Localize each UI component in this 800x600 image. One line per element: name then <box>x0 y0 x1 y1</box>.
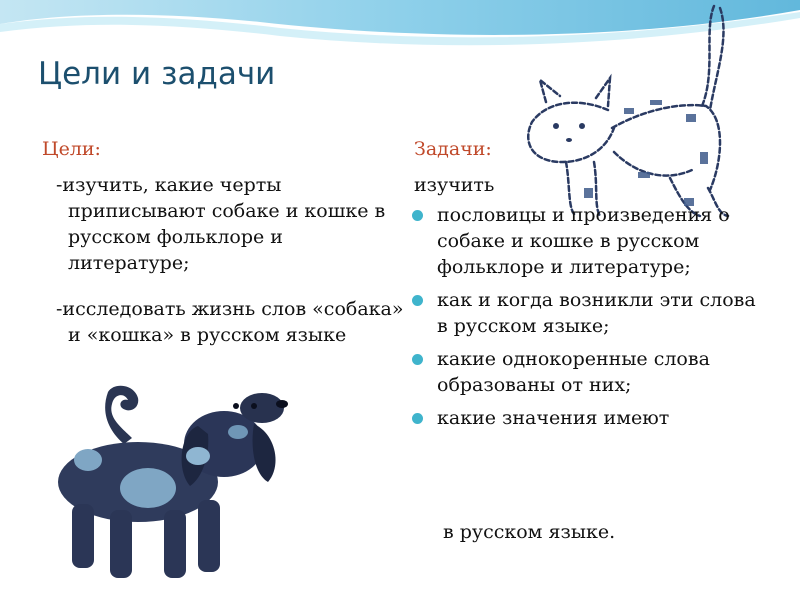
goal-item: -изучить, какие черты приписывают собаке и кошке в русском фольклоре и литературе; <box>56 174 386 274</box>
tasks-list <box>412 202 762 438</box>
slide-title: Цели и задачи <box>38 56 276 92</box>
task-item <box>412 287 762 339</box>
goal-item: -исследовать жизнь слов «собака» и «кошка» в русском языке <box>56 298 404 346</box>
task-text: какие однокоренные слова образованы от них; <box>437 348 710 396</box>
task-item <box>412 346 762 398</box>
bullet-icon <box>412 295 423 306</box>
tasks-intro: изучить <box>414 174 495 196</box>
cat-illustration <box>520 2 760 232</box>
task-item <box>412 202 762 280</box>
goals-heading: Цели: <box>42 138 101 160</box>
task-text: как и когда возникли эти слова в русском языке; <box>437 289 756 337</box>
dog-illustration <box>48 382 296 590</box>
tasks-heading: Задачи: <box>414 138 492 160</box>
bullet-icon <box>412 210 423 221</box>
bullet-icon <box>412 354 423 365</box>
bullet-icon <box>412 413 423 424</box>
task-continuation: в русском языке. <box>443 521 616 543</box>
task-item <box>412 405 762 431</box>
task-text: какие значения имеют <box>437 407 670 429</box>
task-text: пословицы и произведения о собаке и кошке в русском фольклоре и литературе; <box>437 204 730 278</box>
